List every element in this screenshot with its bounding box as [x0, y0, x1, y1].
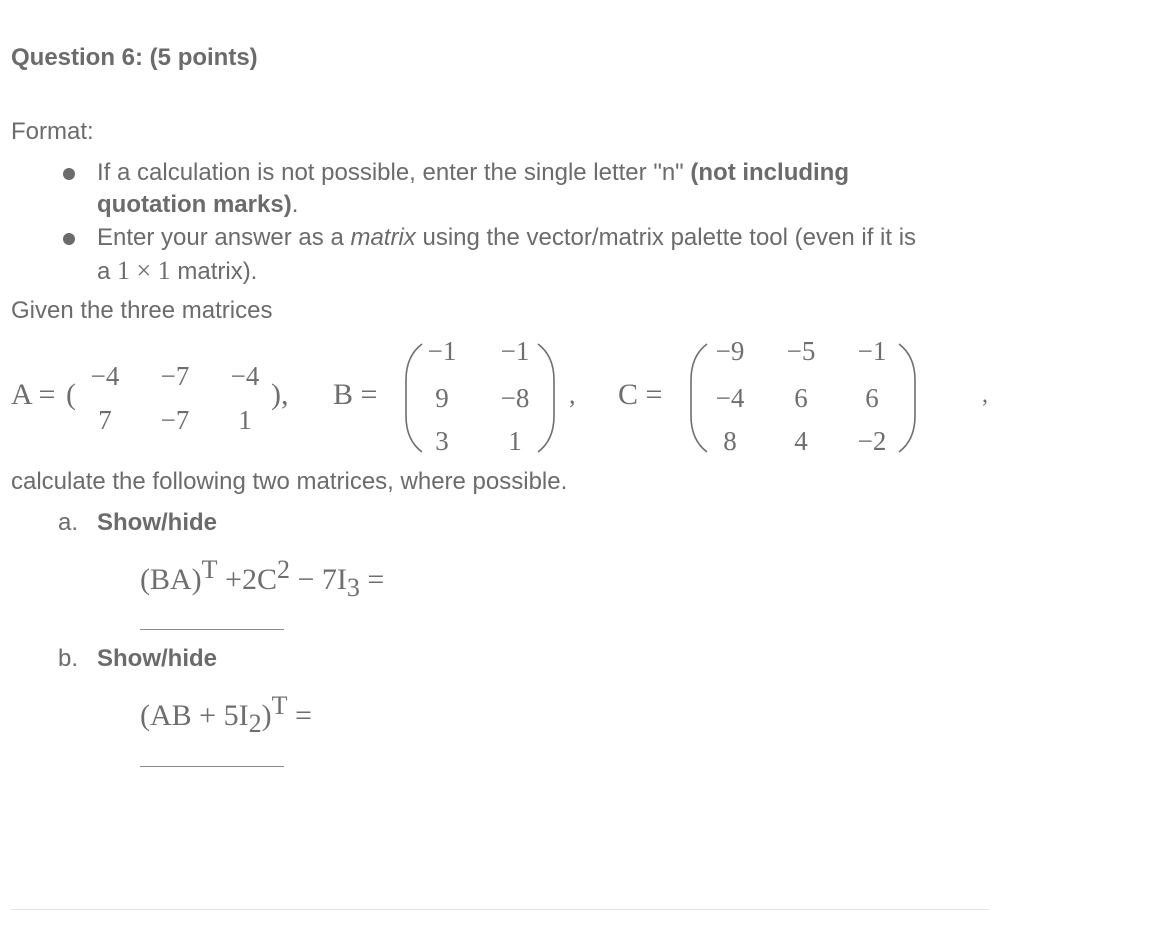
part-b-show-hide-link[interactable]: Show/hide — [97, 645, 217, 672]
expr-text: − 7I — [289, 563, 347, 596]
bullet-1-bold-text-2: quotation marks) — [97, 191, 292, 218]
bullet-2-line-2 — [97, 256, 257, 286]
bullet-2-text-b: using the vector/matrix palette tool (even if it is — [415, 224, 917, 251]
matrix-c-label: C = — [618, 378, 663, 411]
matrix-b-cell: −1 — [500, 336, 530, 366]
bullet-1-text: If a calculation is not possible, enter the single letter "n" — [97, 159, 691, 186]
expr-subscript: 3 — [346, 573, 360, 602]
part-b-expression — [140, 691, 312, 739]
expr-superscript: T — [271, 691, 288, 720]
matrix-a-cell: −7 — [160, 405, 190, 435]
format-label: Format: — [11, 118, 94, 145]
part-a-expression — [140, 555, 384, 603]
matrix-a-cell: 1 — [238, 405, 252, 435]
bottom-divider — [11, 909, 989, 910]
question-title: Question 6: (5 points) — [11, 44, 258, 71]
matrix-a-label: A = — [11, 378, 56, 411]
matrix-b-cell: −1 — [427, 336, 457, 366]
bullet-2-math: 1 × 1 — [117, 256, 171, 285]
expr-text: (BA) — [140, 563, 202, 596]
bullet-2-text-a: Enter your answer as a — [97, 224, 351, 251]
matrix-a-cell: −7 — [160, 361, 190, 391]
bullet-dot — [63, 233, 75, 245]
matrix-a-cell: −4 — [90, 361, 120, 391]
expr-text: (AB + 5I — [140, 699, 249, 732]
part-a-answer-field[interactable] — [140, 629, 284, 630]
part-a-show-hide-link[interactable]: Show/hide — [97, 509, 217, 536]
expr-superscript: T — [201, 555, 218, 584]
part-b-letter: b. — [58, 645, 79, 672]
expr-text: +2C — [217, 563, 277, 596]
calculate-text: calculate the following two matrices, where possible. — [11, 468, 568, 495]
matrix-b-cell: 1 — [508, 426, 522, 456]
expr-text: ) — [261, 699, 272, 732]
matrix-c-cell: −1 — [857, 336, 887, 366]
matrix-c-cell: 6 — [794, 383, 808, 413]
expr-text: = — [359, 563, 385, 596]
bullet-1-period: . — [291, 191, 299, 218]
matrix-c-cell: 4 — [794, 426, 808, 456]
matrix-c-comma: , — [982, 382, 988, 408]
bullet-2-text-d: matrix). — [170, 258, 258, 285]
matrix-a-cell: −4 — [230, 361, 260, 391]
bullet-2-text-c: a — [97, 258, 118, 285]
matrix-a-open-paren: ( — [66, 378, 76, 411]
matrix-b-cell: 3 — [435, 426, 449, 456]
matrix-c-cell: −4 — [715, 383, 745, 413]
matrix-c-cell: −2 — [857, 426, 887, 456]
matrix-c-cell: 6 — [865, 383, 879, 413]
bullet-2-italic: matrix — [350, 224, 416, 251]
matrix-b-comma: , — [569, 380, 576, 409]
expr-superscript: 2 — [276, 555, 290, 584]
bullet-dot — [63, 168, 75, 180]
bullet-1-line-1 — [97, 159, 849, 187]
part-a-letter: a. — [58, 509, 79, 536]
expr-text: = — [287, 699, 312, 732]
bullet-1-bold-text: (not including — [690, 159, 849, 186]
matrix-c-right-bracket — [893, 340, 921, 456]
matrix-c-cell: 8 — [723, 426, 737, 456]
matrix-b-cell: 9 — [435, 383, 449, 413]
matrix-c-cell: −9 — [715, 336, 745, 366]
bullet-2-line-1 — [97, 224, 916, 252]
matrix-b-cell: −8 — [500, 383, 530, 413]
matrix-a-cell: 7 — [98, 405, 112, 435]
expr-subscript: 2 — [248, 709, 262, 738]
bullet-1-line-2 — [97, 191, 298, 219]
part-b-answer-field[interactable] — [140, 766, 284, 767]
matrix-a-close-paren: ), — [271, 378, 289, 411]
matrix-b-right-bracket — [532, 340, 560, 456]
matrix-c-cell: −5 — [786, 336, 816, 366]
matrix-b-label: B = — [333, 378, 378, 411]
given-text: Given the three matrices — [11, 297, 273, 324]
